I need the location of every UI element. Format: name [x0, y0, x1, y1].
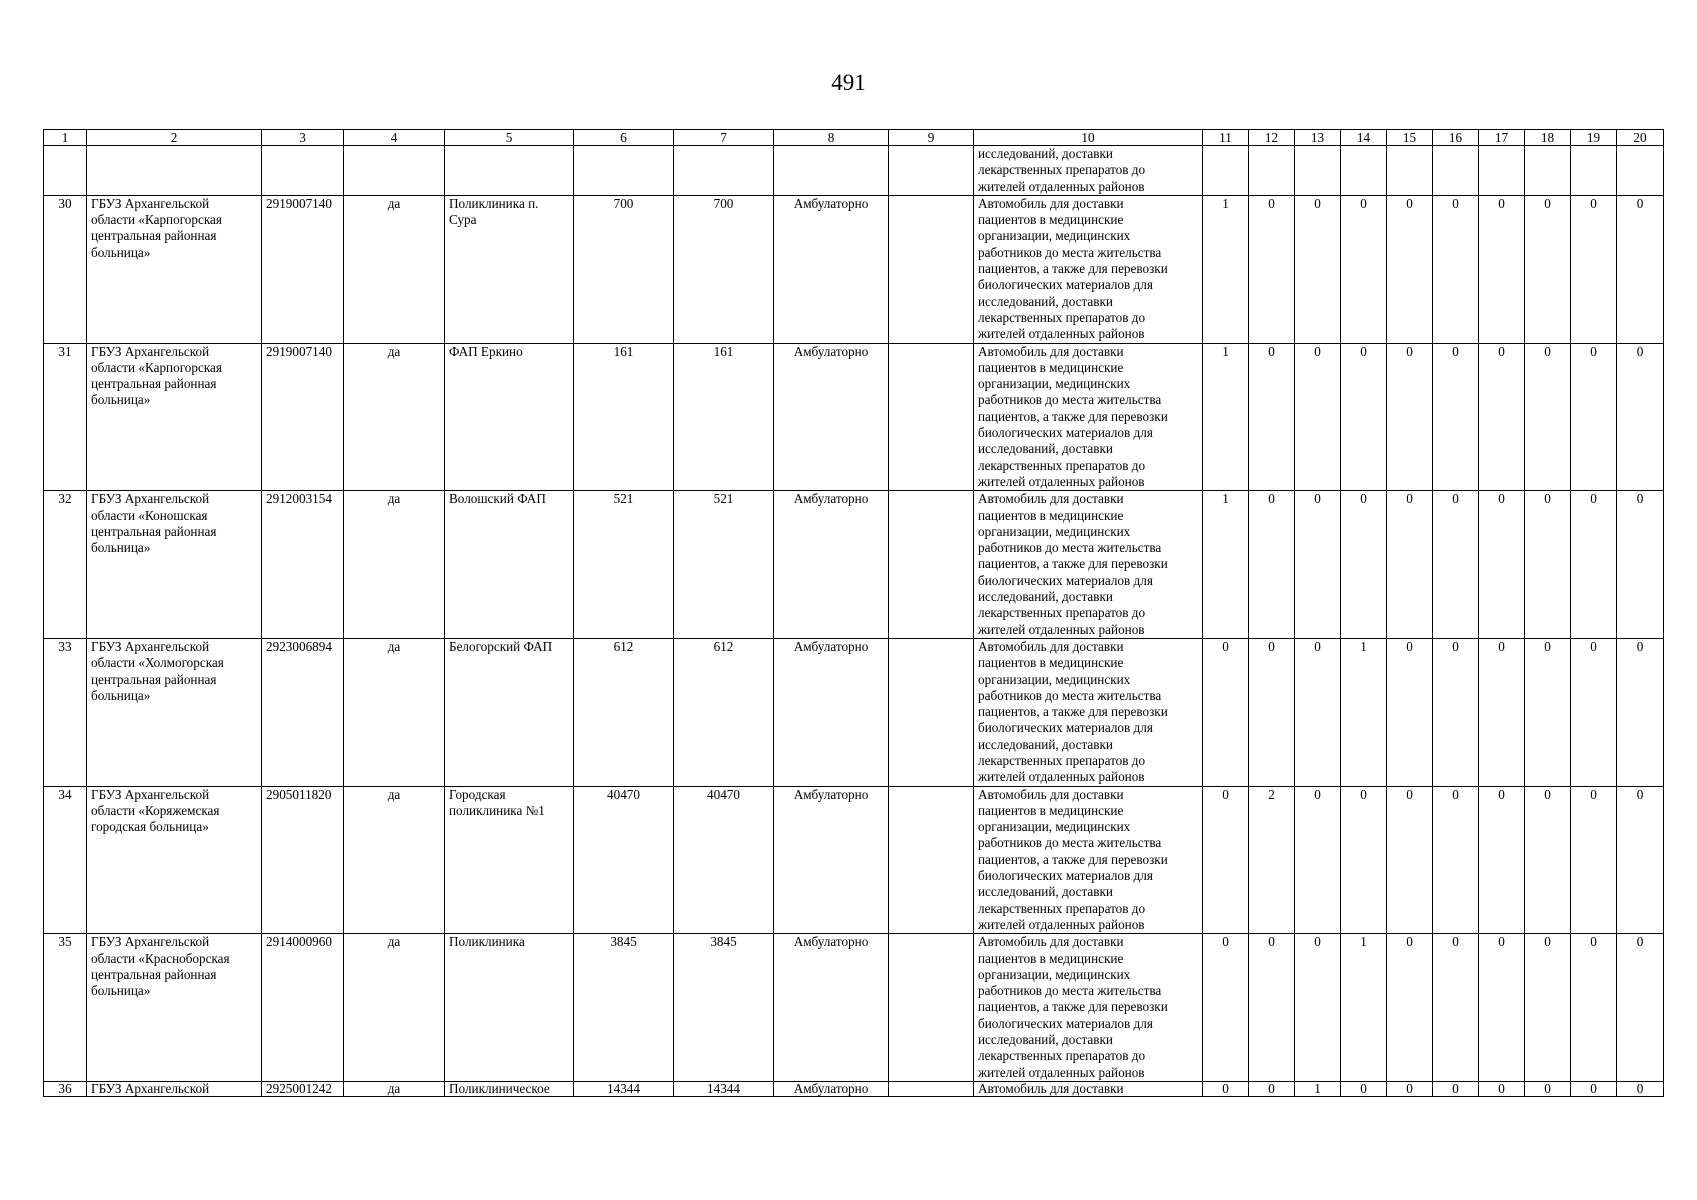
count-col16-cell: 0	[1433, 638, 1479, 786]
column-number-4: 4	[344, 130, 445, 146]
inn-cell: 2905011820	[262, 786, 344, 934]
column-number-16: 16	[1433, 130, 1479, 146]
count-col13-cell: 0	[1295, 638, 1341, 786]
count-col20-cell: 0	[1617, 786, 1664, 934]
value-col7-cell: 14344	[674, 1081, 774, 1096]
column-number-13: 13	[1295, 130, 1341, 146]
organization-cell: ГБУЗ Архангельской области «Карпогорская центральная районная больница»	[87, 195, 262, 343]
count-col11-cell: 1	[1203, 195, 1249, 343]
count-col12-cell: 2	[1249, 786, 1295, 934]
count-col11-cell: 0	[1203, 934, 1249, 1082]
count-col16-cell: 0	[1433, 934, 1479, 1082]
column-number-15: 15	[1387, 130, 1433, 146]
inn-cell: 2919007140	[262, 343, 344, 491]
table-row	[44, 195, 1664, 343]
count-col14-cell: 0	[1341, 786, 1387, 934]
count-col13-cell: 0	[1295, 491, 1341, 639]
count-col19-cell: 0	[1571, 786, 1617, 934]
purpose-cell: Автомобиль для доставки пациентов в медицинские организации, медицинских работников до места жительства пациентов, а также для перевозки биологических материалов для исследований, доставки лекарственных препаратов до жителей отдаленных районов	[974, 934, 1203, 1082]
count-col15-cell: 0	[1387, 638, 1433, 786]
count-col17-cell: 0	[1479, 195, 1525, 343]
table-row	[44, 1081, 1664, 1096]
count-col16-cell: 0	[1433, 1081, 1479, 1096]
count-col12-cell: 0	[1249, 934, 1295, 1082]
column-number-14: 14	[1341, 130, 1387, 146]
table-row	[44, 638, 1664, 786]
care-type-cell: Амбулаторно	[774, 934, 889, 1082]
table-row	[44, 343, 1664, 491]
flag-cell: да	[344, 195, 445, 343]
continuation-row	[44, 146, 1664, 196]
count-col12-cell: 0	[1249, 491, 1295, 639]
care-type-cell: Амбулаторно	[774, 491, 889, 639]
count-col11-cell: 0	[1203, 638, 1249, 786]
unit-name-cell: Волошский ФАП	[445, 491, 574, 639]
count-col15-cell: 0	[1387, 786, 1433, 934]
column-number-7: 7	[674, 130, 774, 146]
count-col15-cell: 0	[1387, 195, 1433, 343]
flag-cell: да	[344, 1081, 445, 1096]
column-number-9: 9	[889, 130, 974, 146]
row-number-cell: 36	[44, 1081, 87, 1096]
count-col13-cell: 0	[1295, 786, 1341, 934]
row-number-cell: 30	[44, 195, 87, 343]
value-col7-cell: 612	[674, 638, 774, 786]
col9-cell	[889, 343, 974, 491]
unit-name-cell: ФАП Еркино	[445, 343, 574, 491]
count-col14-cell: 0	[1341, 343, 1387, 491]
column-number-11: 11	[1203, 130, 1249, 146]
value-col6-cell: 700	[574, 195, 674, 343]
value-col7-cell: 3845	[674, 934, 774, 1082]
page-number: 491	[831, 70, 866, 95]
organization-cell: ГБУЗ Архангельской области «Коряжемская городская больница»	[87, 786, 262, 934]
count-col11-cell: 1	[1203, 491, 1249, 639]
count-col14-cell: 0	[1341, 491, 1387, 639]
purpose-cell: Автомобиль для доставки пациентов в медицинские организации, медицинских работников до места жительства пациентов, а также для перевозки биологических материалов для исследований, доставки лекарственных препаратов до жителей отдаленных районов	[974, 638, 1203, 786]
column-number-19: 19	[1571, 130, 1617, 146]
col9-cell	[889, 786, 974, 934]
table-row	[44, 786, 1664, 934]
count-col13-cell: 0	[1295, 195, 1341, 343]
care-type-cell: Амбулаторно	[774, 786, 889, 934]
count-col19-cell: 0	[1571, 638, 1617, 786]
purpose-cell: Автомобиль для доставки пациентов в медицинские организации, медицинских работников до места жительства пациентов, а также для перевозки биологических материалов для исследований, доставки лекарственных препаратов до жителей отдаленных районов	[974, 343, 1203, 491]
count-col18-cell: 0	[1525, 343, 1571, 491]
count-col19-cell: 0	[1571, 343, 1617, 491]
care-type-cell: Амбулаторно	[774, 343, 889, 491]
count-col17-cell: 0	[1479, 491, 1525, 639]
count-col15-cell: 0	[1387, 934, 1433, 1082]
count-col13-cell: 0	[1295, 343, 1341, 491]
table-row	[44, 934, 1664, 1082]
count-col18-cell: 0	[1525, 638, 1571, 786]
flag-cell: да	[344, 786, 445, 934]
col9-cell	[889, 195, 974, 343]
flag-cell: да	[344, 343, 445, 491]
row-number-cell: 31	[44, 343, 87, 491]
row-number-cell: 33	[44, 638, 87, 786]
inn-cell: 2914000960	[262, 934, 344, 1082]
col9-cell	[889, 491, 974, 639]
flag-cell: да	[344, 638, 445, 786]
vehicle-allocation-table	[43, 129, 1664, 1097]
count-col11-cell: 0	[1203, 786, 1249, 934]
count-col18-cell: 0	[1525, 934, 1571, 1082]
purpose-cell: Автомобиль для доставки пациентов в медицинские организации, медицинских работников до места жительства пациентов, а также для перевозки биологических материалов для исследований, доставки лекарственных препаратов до жителей отдаленных районов	[974, 786, 1203, 934]
count-col17-cell: 0	[1479, 786, 1525, 934]
organization-cell: ГБУЗ Архангельской области «Коношская центральная районная больница»	[87, 491, 262, 639]
organization-cell: ГБУЗ Архангельской области «Красноборская центральная районная больница»	[87, 934, 262, 1082]
flag-cell: да	[344, 934, 445, 1082]
column-number-6: 6	[574, 130, 674, 146]
count-col20-cell: 0	[1617, 491, 1664, 639]
inn-cell: 2923006894	[262, 638, 344, 786]
count-col20-cell: 0	[1617, 343, 1664, 491]
count-col18-cell: 0	[1525, 195, 1571, 343]
count-col19-cell: 0	[1571, 1081, 1617, 1096]
count-col17-cell: 0	[1479, 1081, 1525, 1096]
column-number-20: 20	[1617, 130, 1664, 146]
unit-name-cell: Городская поликлиника №1	[445, 786, 574, 934]
count-col17-cell: 0	[1479, 343, 1525, 491]
count-col12-cell: 0	[1249, 195, 1295, 343]
count-col16-cell: 0	[1433, 343, 1479, 491]
unit-name-cell: Поликлиника п. Сура	[445, 195, 574, 343]
count-col19-cell: 0	[1571, 195, 1617, 343]
organization-cell: ГБУЗ Архангельской области «Карпогорская центральная районная больница»	[87, 343, 262, 491]
count-col12-cell: 0	[1249, 638, 1295, 786]
organization-cell: ГБУЗ Архангельской области «Холмогорская центральная районная больница»	[87, 638, 262, 786]
column-number-8: 8	[774, 130, 889, 146]
value-col6-cell: 3845	[574, 934, 674, 1082]
count-col16-cell: 0	[1433, 195, 1479, 343]
count-col15-cell: 0	[1387, 343, 1433, 491]
column-number-5: 5	[445, 130, 574, 146]
count-col16-cell: 0	[1433, 491, 1479, 639]
value-col6-cell: 161	[574, 343, 674, 491]
care-type-cell: Амбулаторно	[774, 195, 889, 343]
column-number-17: 17	[1479, 130, 1525, 146]
count-col13-cell: 1	[1295, 1081, 1341, 1096]
count-col12-cell: 0	[1249, 1081, 1295, 1096]
care-type-cell: Амбулаторно	[774, 638, 889, 786]
count-col12-cell: 0	[1249, 343, 1295, 491]
purpose-cell: Автомобиль для доставки	[974, 1081, 1203, 1096]
count-col17-cell: 0	[1479, 638, 1525, 786]
column-number-18: 18	[1525, 130, 1571, 146]
unit-name-cell: Поликлиника	[445, 934, 574, 1082]
inn-cell: 2919007140	[262, 195, 344, 343]
row-number-cell: 34	[44, 786, 87, 934]
column-number-3: 3	[262, 130, 344, 146]
value-col7-cell: 700	[674, 195, 774, 343]
count-col11-cell: 1	[1203, 343, 1249, 491]
row-number-cell: 35	[44, 934, 87, 1082]
column-number-header-row	[44, 130, 1664, 146]
count-col18-cell: 0	[1525, 786, 1571, 934]
count-col19-cell: 0	[1571, 491, 1617, 639]
table-row	[44, 491, 1664, 639]
value-col7-cell: 521	[674, 491, 774, 639]
count-col14-cell: 1	[1341, 638, 1387, 786]
value-col7-cell: 161	[674, 343, 774, 491]
value-col6-cell: 14344	[574, 1081, 674, 1096]
count-col20-cell: 0	[1617, 934, 1664, 1082]
count-col13-cell: 0	[1295, 934, 1341, 1082]
continuation-purpose-cell: исследований, доставки лекарственных препаратов до жителей отдаленных районов	[974, 146, 1203, 196]
count-col14-cell: 0	[1341, 195, 1387, 343]
count-col20-cell: 0	[1617, 1081, 1664, 1096]
care-type-cell: Амбулаторно	[774, 1081, 889, 1096]
count-col20-cell: 0	[1617, 638, 1664, 786]
value-col7-cell: 40470	[674, 786, 774, 934]
flag-cell: да	[344, 491, 445, 639]
inn-cell: 2925001242	[262, 1081, 344, 1096]
count-col18-cell: 0	[1525, 1081, 1571, 1096]
count-col20-cell: 0	[1617, 195, 1664, 343]
count-col19-cell: 0	[1571, 934, 1617, 1082]
count-col15-cell: 0	[1387, 1081, 1433, 1096]
value-col6-cell: 612	[574, 638, 674, 786]
count-col11-cell: 0	[1203, 1081, 1249, 1096]
count-col14-cell: 0	[1341, 1081, 1387, 1096]
count-col17-cell: 0	[1479, 934, 1525, 1082]
inn-cell: 2912003154	[262, 491, 344, 639]
count-col14-cell: 1	[1341, 934, 1387, 1082]
purpose-cell: Автомобиль для доставки пациентов в медицинские организации, медицинских работников до места жительства пациентов, а также для перевозки биологических материалов для исследований, доставки лекарственных препаратов до жителей отдаленных районов	[974, 491, 1203, 639]
count-col16-cell: 0	[1433, 786, 1479, 934]
col9-cell	[889, 638, 974, 786]
unit-name-cell: Поликлиническое	[445, 1081, 574, 1096]
purpose-cell: Автомобиль для доставки пациентов в медицинские организации, медицинских работников до места жительства пациентов, а также для перевозки биологических материалов для исследований, доставки лекарственных препаратов до жителей отдаленных районов	[974, 195, 1203, 343]
col9-cell	[889, 1081, 974, 1096]
unit-name-cell: Белогорский ФАП	[445, 638, 574, 786]
row-number-cell: 32	[44, 491, 87, 639]
organization-cell: ГБУЗ Архангельской	[87, 1081, 262, 1096]
col9-cell	[889, 934, 974, 1082]
column-number-10: 10	[974, 130, 1203, 146]
value-col6-cell: 40470	[574, 786, 674, 934]
column-number-2: 2	[87, 130, 262, 146]
column-number-1: 1	[44, 130, 87, 146]
value-col6-cell: 521	[574, 491, 674, 639]
count-col18-cell: 0	[1525, 491, 1571, 639]
count-col15-cell: 0	[1387, 491, 1433, 639]
column-number-12: 12	[1249, 130, 1295, 146]
